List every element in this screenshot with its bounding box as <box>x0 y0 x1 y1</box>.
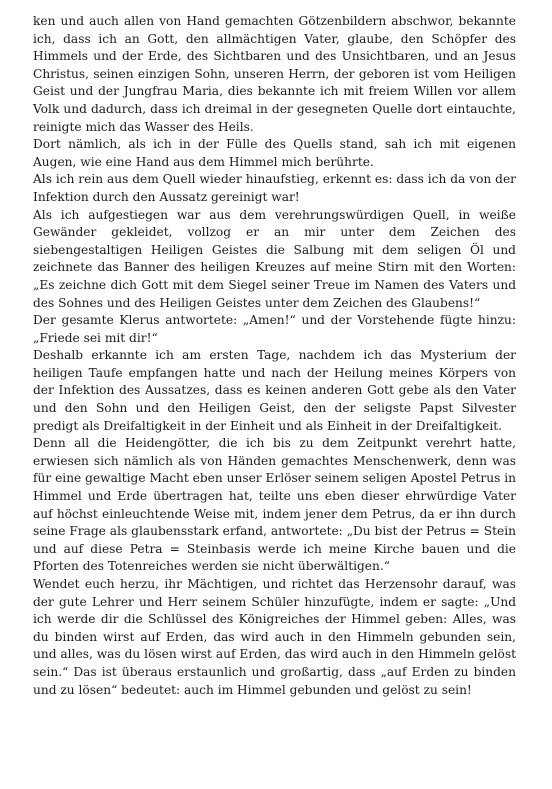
paragraph: Als ich aufgestiegen war aus dem verehrungswürdigen Quell, in weiße Gewänder gekleidet, vollzog er an mir unter dem Zeichen des siebengestaltigen Heiligen Geistes die Salbung mit dem seligen Öl und zeichnete das Banner des heiligen Kreuzes auf meine Stirn mit den Worten: „Es zeichne dich Gott mit dem Siegel seiner Treue im Namen des Vaters und des Sohnes und des Heiligen Geistes unter dem Zeichen des Glaubens!“ <box>33 207 516 310</box>
paragraph: Wendet euch herzu, ihr Mächtigen, und richtet das Herzensohr darauf, was der gute Lehrer und Herr seinem Schüler hinzufügte, indem er sagte: „Und ich werde dir die Schlüssel des Königreiches der Himmel geben: Alles, was du binden wirst auf Erden, das wird auch in den Himmeln gebunden sein, und alles, was du lösen wirst auf Erden, das wird auch in den Himmeln gelöst sein.“ Das ist überaus erstaunlich und großartig, dass „auf Erden zu binden und zu lösen“ bedeutet: auch im Himmel gebunden und gelöst zu sein! <box>33 577 516 697</box>
paragraph: Deshalb erkannte ich am ersten Tage, nachdem ich das Mysterium der heiligen Taufe empfangen hatte und nach der Heilung meines Körpers von der Infektion des Aussatzes, dass es keinen anderen Gott gebe als den Vater und den Sohn und den Heiligen Geist, den der seligste Papst Silvester predigt als Dreifaltigkeit in der Einheit und als Einheit in der Dreifaltigkeit. <box>33 348 516 433</box>
paragraph: Als ich rein aus dem Quell wieder hinaufstieg, erkennt es: dass ich da von der Infektion durch den Aussatz gereinigt war! <box>33 172 516 204</box>
paragraph: ken und auch allen von Hand gemachten Götzenbildern abschwor, bekannte ich, dass ich an Gott, den allmächtigen Vater, glaube, den Schöpfer des Himmels und der Erde, des Sichtbaren und des Unsichtbaren, und an Jesus Christus, seinen einzigen Sohn, unseren Herrn, der geboren ist vom Heiligen Geist und der Jungfrau Maria, dies bekannte ich mit freiem Willen vor allem Volk und dadurch, dass ich dreimal in der gesegneten Quelle dort eintauchte, reinigte mich das Wasser des Heils. <box>33 14 516 134</box>
document-body <box>33 13 516 699</box>
paragraph: Denn all die Heidengötter, die ich bis zu dem Zeitpunkt verehrt hatte, erwiesen sich nämlich als von Händen gemachtes Menschenwerk, denn was für eine gewaltige Macht eben unser Erlöser seinem seligen Apostel Petrus in Himmel und Erde übertragen hat, teilte uns eben dieser ehrwürdige Vater auf höchst einleuchtende Weise mit, indem jener dem Petrus, da er ihn durch seine Frage als glaubensstark erfand, antwortete: „Du bist der Petrus = Stein und auf diese Petra = Steinbasis werde ich meine Kirche bauen und die Pforten des Totenreiches werden sie nicht überwältigen.“ <box>33 436 516 574</box>
paragraph: Dort nämlich, als ich in der Fülle des Quells stand, sah ich mit eigenen Augen, wie eine Hand aus dem Himmel mich berührte. <box>33 137 516 169</box>
paragraph: Der gesamte Klerus antwortete: „Amen!“ und der Vorstehende fügte hinzu: „Friede sei mit dir!“ <box>33 313 516 345</box>
